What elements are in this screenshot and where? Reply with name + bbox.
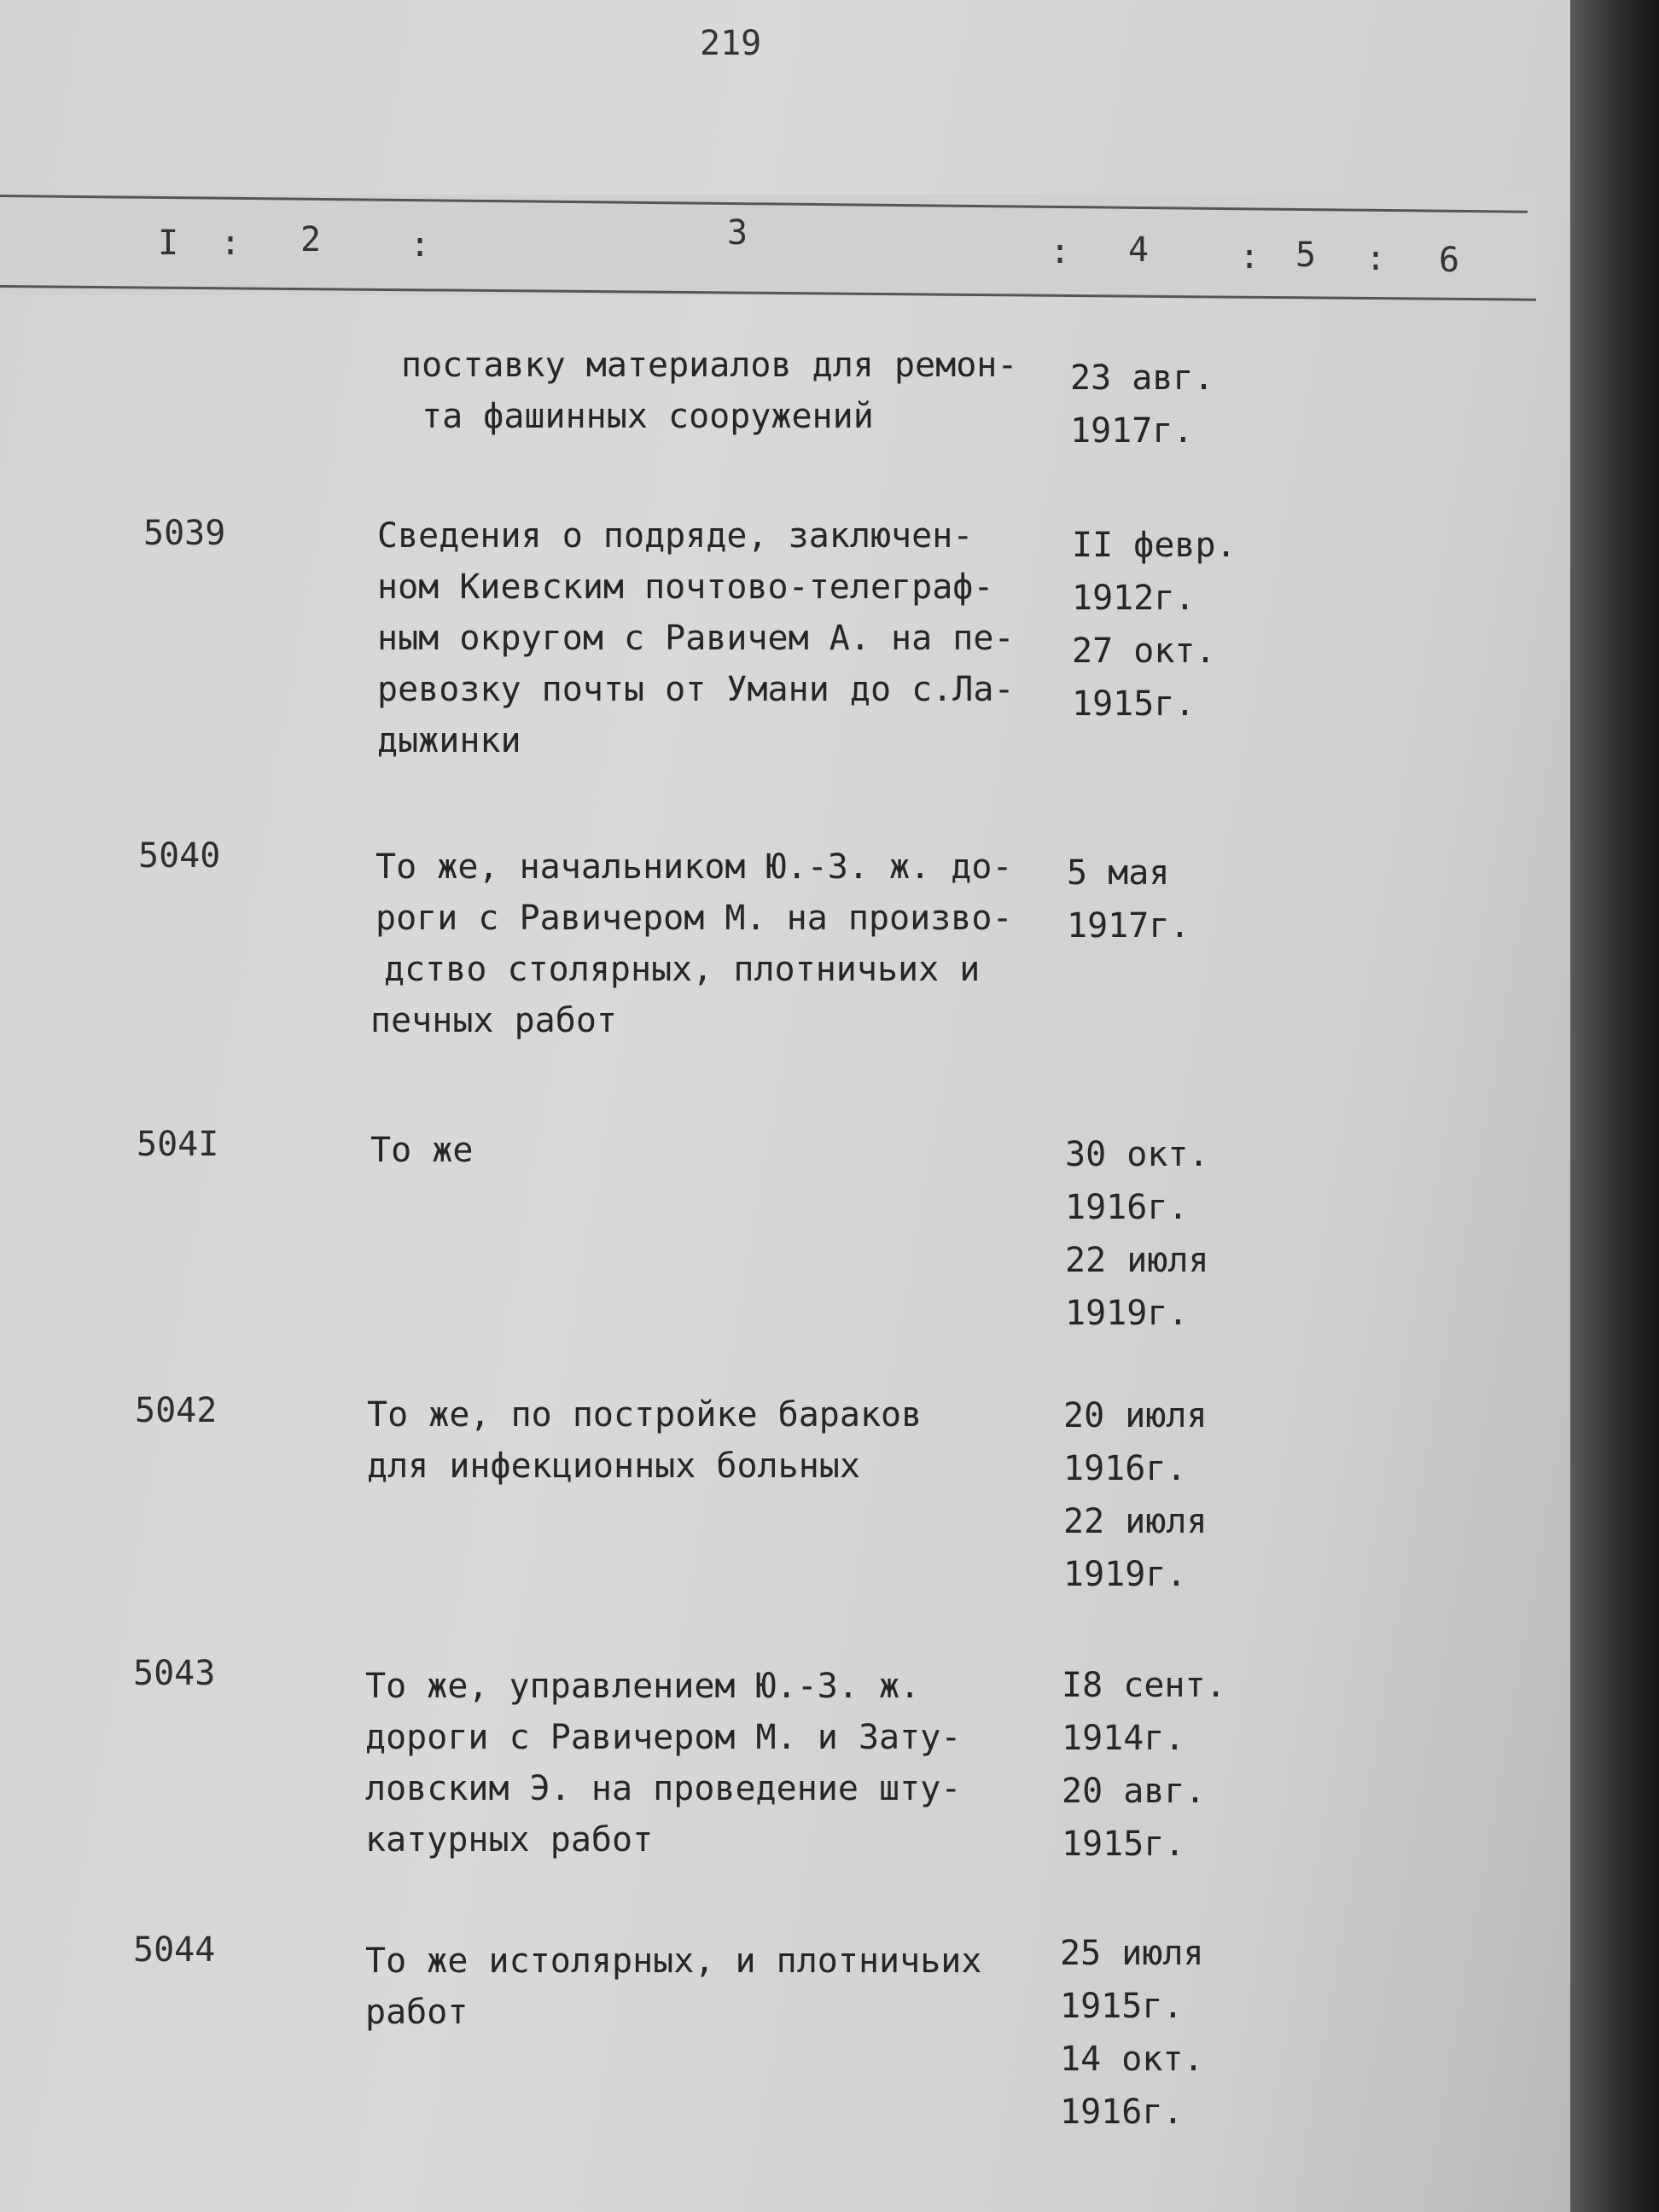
page-number: 219 xyxy=(700,24,762,63)
entry-description: То же, управлением Ю.-З. ж. дороги с Равичером М. и Зату- ловским Э. на проведение шту- катурных работ xyxy=(365,1667,962,1860)
column-separator: : xyxy=(1239,237,1260,276)
column-separator: : xyxy=(410,225,431,265)
entry-description: То же, начальником Ю.-З. ж. до- роги с Равичером М. на произво- дство столярных, плотничьих и печных работ xyxy=(370,847,1013,1040)
column-header-5: 5 xyxy=(1295,236,1317,275)
column-header-1: I xyxy=(158,224,179,263)
entry-code: 5044 xyxy=(133,1930,216,1970)
entry-description: То же xyxy=(370,1131,474,1170)
column-header-3: 3 xyxy=(727,213,748,253)
entry-dates: 23 авг. 1917г. xyxy=(1070,358,1214,451)
column-separator: : xyxy=(220,224,242,263)
entry-code: 5040 xyxy=(138,836,221,876)
column-header-6: 6 xyxy=(1439,241,1460,280)
column-separator: : xyxy=(1050,232,1071,271)
page-edge-shadow xyxy=(1570,0,1659,2212)
column-header-4: 4 xyxy=(1128,230,1150,270)
entry-code: 5043 xyxy=(133,1654,216,1693)
column-header-2: 2 xyxy=(300,220,322,259)
entry-description: То же, по постройке бараков для инфекционных больных xyxy=(367,1395,923,1486)
column-separator: : xyxy=(1365,239,1387,278)
entry-code: 504I xyxy=(137,1125,219,1164)
entry-description: То же истолярных, и плотничьих работ xyxy=(365,1941,982,2032)
entry-code: 5039 xyxy=(143,514,226,553)
entry-dates: 5 мая 1917г. xyxy=(1067,853,1190,946)
entry-dates: I8 сент. 1914г. 20 авг. 1915г. xyxy=(1062,1666,1226,1864)
entry-dates: II февр. 1912г. 27 окт. 1915г. xyxy=(1072,526,1237,724)
entry-code: 5042 xyxy=(135,1391,218,1430)
entry-dates: 30 окт. 1916г. 22 июля 1919г. xyxy=(1065,1135,1209,1333)
entry-dates: 20 июля 1916г. 22 июля 1919г. xyxy=(1063,1396,1208,1594)
entry-dates: 25 июля 1915г. 14 окт. 1916г. xyxy=(1060,1934,1204,2132)
entry-description: поставку материалов для ремон- та фашинных сооружений xyxy=(401,346,1018,436)
entry-description: Сведения о подряде, заключен- ном Киевским почтово-телеграф- ным округом с Равичем А. на пе- ревозку почты от Умани до с.Ла- дыжинки xyxy=(377,516,1015,760)
